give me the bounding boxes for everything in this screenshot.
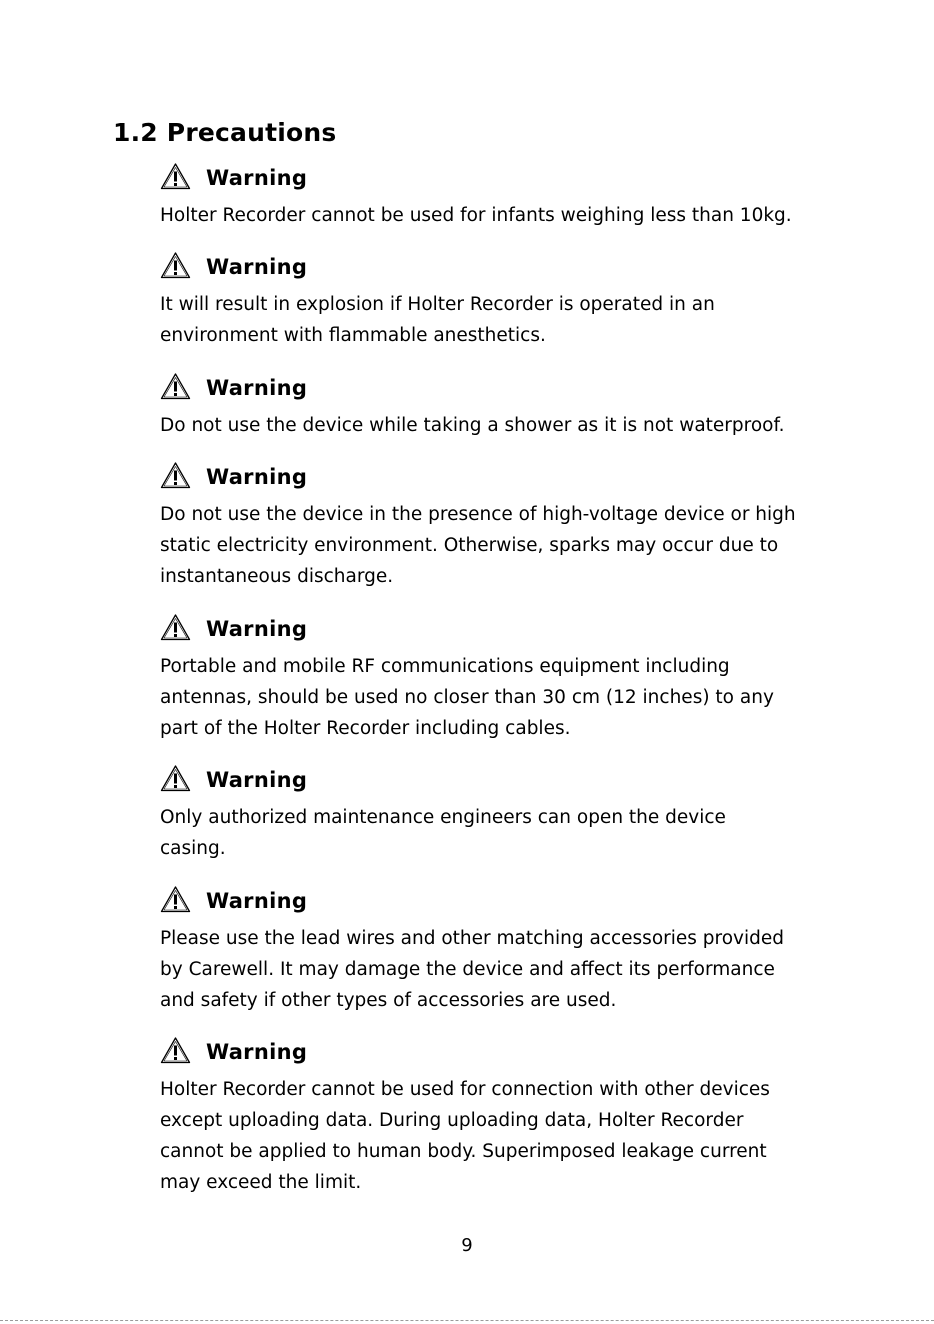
warning-text	[160, 1074, 850, 1198]
warning-text-line: antennas, should be used no closer than 30 cm (12 inches) to any	[160, 687, 774, 708]
warning-text-line: instantaneous discharge.	[160, 566, 394, 587]
warning-text-line: It will result in explosion if Holter Recorder is operated in an	[160, 294, 715, 315]
warning-text	[160, 802, 850, 864]
warning-triangle-icon	[160, 764, 191, 792]
warning-block	[160, 766, 850, 864]
warning-text-line: Do not use the device in the presence of high-voltage device or high	[160, 504, 796, 525]
warning-block	[160, 887, 850, 1016]
warning-header	[160, 887, 850, 923]
warning-block	[160, 615, 850, 744]
warning-header	[160, 615, 850, 651]
warning-header	[160, 463, 850, 499]
warning-text-line: Holter Recorder cannot be used for infants weighing less than 10kg.	[160, 205, 792, 226]
warning-label: Warning	[206, 465, 308, 489]
warning-text-line: cannot be applied to human body. Superimposed leakage current	[160, 1141, 767, 1162]
warning-triangle-icon	[160, 162, 191, 190]
warning-header	[160, 766, 850, 802]
warning-header	[160, 374, 850, 410]
warning-triangle-icon	[160, 1036, 191, 1064]
warning-triangle-icon	[160, 461, 191, 489]
warning-text-line: may exceed the limit.	[160, 1172, 362, 1193]
warning-text	[160, 289, 850, 351]
warning-text-line: Portable and mobile RF communications equipment including	[160, 656, 730, 677]
warning-header	[160, 253, 850, 289]
warning-text	[160, 410, 850, 441]
section-title: 1.2 Precautions	[113, 118, 337, 147]
warning-text	[160, 651, 850, 744]
warning-label: Warning	[206, 376, 308, 400]
warning-block	[160, 253, 850, 351]
warning-triangle-icon	[160, 613, 191, 641]
warning-label: Warning	[206, 617, 308, 641]
warning-text-line: static electricity environment. Otherwise, sparks may occur due to	[160, 535, 779, 556]
warning-triangle-icon	[160, 251, 191, 279]
warning-label: Warning	[206, 166, 308, 190]
warning-text-line: Please use the lead wires and other matching accessories provided	[160, 928, 785, 949]
warning-text	[160, 923, 850, 1016]
warning-text-line: by Carewell. It may damage the device and affect its performance	[160, 959, 775, 980]
warning-text-line: part of the Holter Recorder including cables.	[160, 718, 571, 739]
warning-block	[160, 374, 850, 441]
warning-label: Warning	[206, 889, 308, 913]
warning-text-line: Holter Recorder cannot be used for connection with other devices	[160, 1079, 770, 1100]
warning-label: Warning	[206, 1040, 308, 1064]
warning-text-line: except uploading data. During uploading data, Holter Recorder	[160, 1110, 744, 1131]
warning-text-line: Do not use the device while taking a shower as it is not waterproof.	[160, 415, 785, 436]
warning-block	[160, 463, 850, 592]
warning-triangle-icon	[160, 372, 191, 400]
warning-text	[160, 499, 850, 592]
page-bottom-rule	[0, 1320, 934, 1321]
warning-label: Warning	[206, 255, 308, 279]
warning-text-line: and safety if other types of accessories are used.	[160, 990, 617, 1011]
page-number: 9	[461, 1235, 473, 1256]
warning-header	[160, 1038, 850, 1074]
warning-text-line: Only authorized maintenance engineers can open the device	[160, 807, 726, 828]
warning-triangle-icon	[160, 885, 191, 913]
warning-block	[160, 164, 850, 231]
warning-text-line: casing.	[160, 838, 226, 859]
warning-text	[160, 200, 850, 231]
warning-label: Warning	[206, 768, 308, 792]
warning-header	[160, 164, 850, 200]
warning-text-line: environment with flammable anesthetics.	[160, 325, 546, 346]
warning-block	[160, 1038, 850, 1198]
